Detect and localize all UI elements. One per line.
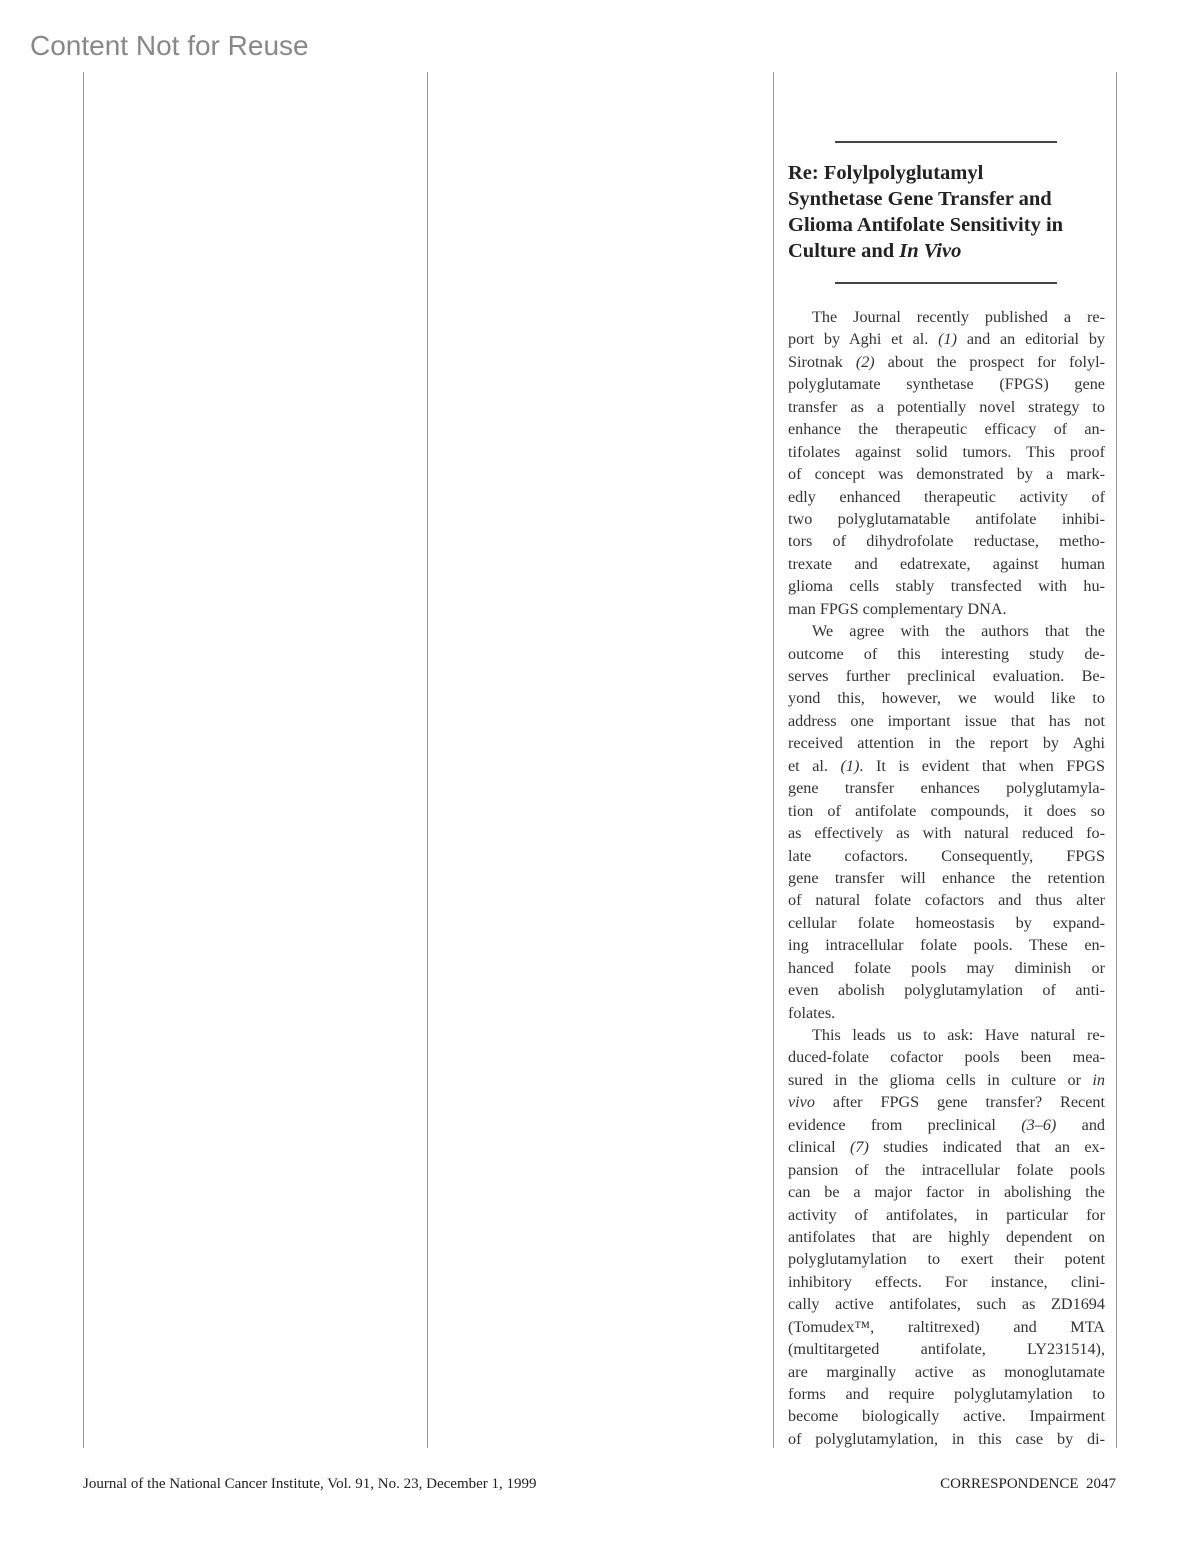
- body-line: [788, 1428, 1105, 1450]
- body-line: [788, 643, 1105, 665]
- text: after FPGS gene transfer? Recent: [814, 1093, 1105, 1112]
- title-rule-top: [835, 141, 1057, 143]
- text: (multitargeted antifolate, LY231514),: [788, 1340, 1105, 1359]
- body-line: [788, 732, 1105, 754]
- body-line: [788, 1271, 1105, 1293]
- text: of concept was demonstrated by a mark-: [788, 465, 1105, 484]
- italic-text: vivo: [788, 1093, 815, 1112]
- title-line: [788, 186, 1108, 212]
- text: This leads us to ask: Have natural re-: [812, 1026, 1105, 1044]
- column-divider: [1116, 72, 1117, 1448]
- italic-text: In Vivo: [899, 240, 962, 262]
- text: clinical: [788, 1138, 850, 1157]
- italic-text: (1): [840, 756, 860, 775]
- text: studies indicated that an ex-: [868, 1138, 1105, 1157]
- title-line: [788, 238, 1108, 264]
- text: Re: Folylpolyglutamyl: [788, 162, 984, 184]
- text: edly enhanced therapeutic activity of: [788, 487, 1105, 506]
- body-line: [788, 1226, 1105, 1248]
- text: glioma cells stably transfected with hu-: [788, 577, 1105, 596]
- text: can be a major factor in abolishing the: [788, 1183, 1105, 1202]
- text: two polyglutamatable antifolate inhibi-: [788, 509, 1105, 528]
- text: activity of antifolates, in particular for: [788, 1205, 1105, 1224]
- text: yond this, however, we would like to: [788, 689, 1105, 708]
- column-divider: [83, 72, 84, 1448]
- body-line: [788, 1114, 1105, 1136]
- body-line: [788, 822, 1105, 844]
- body-line: [788, 755, 1105, 777]
- body-line: [788, 845, 1105, 867]
- body-line: [788, 867, 1105, 889]
- text: ing intracellular folate pools. These en-: [788, 936, 1105, 955]
- body-line: [788, 463, 1105, 485]
- italic-text: in: [1092, 1070, 1105, 1089]
- text: gene transfer will enhance the retention: [788, 868, 1105, 887]
- body-line: [788, 396, 1105, 418]
- text: address one important issue that has not: [788, 711, 1105, 730]
- body-line: [788, 1046, 1105, 1068]
- text: even abolish polyglutamylation of anti-: [788, 981, 1105, 1000]
- body-line: [788, 1091, 1105, 1113]
- footer-journal: Journal of the National Cancer Institute, Vol. 91, No. 23, December 1, 1999: [83, 1476, 537, 1492]
- body-line: [788, 530, 1105, 552]
- body-line: [788, 912, 1105, 934]
- footer-section-page: [940, 1476, 1116, 1493]
- body-line: [788, 687, 1105, 709]
- text: polyglutamylation to exert their potent: [788, 1250, 1105, 1269]
- text: The Journal recently published a re-: [812, 308, 1105, 326]
- text: and an editorial by: [957, 330, 1106, 349]
- body-line: [788, 979, 1105, 1001]
- body-line: [788, 934, 1105, 956]
- italic-text: (2): [855, 352, 875, 371]
- body-line: [788, 620, 1105, 642]
- text: received attention in the report by Aghi: [788, 734, 1105, 753]
- text: We agree with the authors that the: [812, 622, 1105, 641]
- text: serves further preclinical evaluation. Be-: [788, 667, 1105, 685]
- text: tion of antifolate compounds, it does so: [788, 801, 1105, 820]
- body-line: [788, 1136, 1105, 1158]
- text: tifolates against solid tumors. This proof: [788, 442, 1105, 461]
- text: duced-folate cofactor pools been mea-: [788, 1048, 1105, 1067]
- column-divider: [427, 72, 428, 1448]
- body-line: [788, 486, 1105, 508]
- text: trexate and edatrexate, against human: [788, 554, 1105, 573]
- text: polyglutamate synthetase (FPGS) gene: [788, 375, 1105, 394]
- body-line: [788, 957, 1105, 979]
- body-line: [788, 1024, 1105, 1046]
- body-line: [788, 777, 1105, 799]
- body-line: [788, 1248, 1105, 1270]
- italic-text: (1): [938, 330, 958, 349]
- title-line: [788, 160, 1108, 186]
- text: man FPGS complementary DNA.: [788, 599, 1007, 618]
- watermark: Content Not for Reuse: [30, 30, 309, 61]
- text: late cofactors. Consequently, FPGS: [788, 846, 1105, 865]
- text: become biologically active. Impairment: [788, 1407, 1105, 1426]
- text: tors of dihydrofolate reductase, metho-: [788, 532, 1105, 551]
- text: Culture and: [788, 240, 900, 262]
- text: about the prospect for folyl-: [874, 352, 1105, 371]
- text: are marginally active as monoglutamate: [788, 1362, 1105, 1381]
- title-rule-bottom: [835, 282, 1057, 284]
- text: gene transfer enhances polyglutamyla-: [788, 779, 1105, 798]
- body-line: [788, 351, 1105, 373]
- text: Glioma Antifolate Sensitivity in: [788, 214, 1064, 236]
- body-line: [788, 441, 1105, 463]
- italic-text: (7): [849, 1138, 869, 1157]
- text: . It is evident that when FPGS: [859, 756, 1105, 775]
- body-line: [788, 1204, 1105, 1226]
- body-line: [788, 1383, 1105, 1405]
- italic-text: (3–6): [1021, 1115, 1057, 1134]
- body-line: [788, 665, 1105, 687]
- body-line: [788, 575, 1105, 597]
- body-line: [788, 1338, 1105, 1360]
- text: port by Aghi et al.: [788, 330, 939, 349]
- column-divider: [773, 72, 774, 1448]
- text: pansion of the intracellular folate pools: [788, 1160, 1105, 1179]
- footer-page-number: 2047: [1086, 1476, 1116, 1492]
- body-line: [788, 710, 1105, 732]
- body-line: [788, 800, 1105, 822]
- text: of polyglutamylation, in this case by di-: [788, 1429, 1105, 1448]
- body-line: [788, 373, 1105, 395]
- article-title: [788, 160, 1108, 264]
- body-line: [788, 1159, 1105, 1181]
- text: forms and require polyglutamylation to: [788, 1385, 1105, 1403]
- footer-section: CORRESPONDENCE: [940, 1476, 1079, 1492]
- text: enhance the therapeutic efficacy of an-: [788, 420, 1105, 439]
- text: folates.: [788, 1003, 836, 1022]
- text: hanced folate pools may diminish or: [788, 958, 1105, 977]
- body-line: [788, 1405, 1105, 1427]
- body-line: [788, 1293, 1105, 1315]
- body-line: [788, 306, 1105, 328]
- text: Sirotnak: [788, 352, 856, 371]
- body-line: [788, 598, 1105, 620]
- body-line: [788, 1069, 1105, 1091]
- text: and: [1056, 1115, 1106, 1134]
- text: et al.: [788, 756, 841, 775]
- body-line: [788, 508, 1105, 530]
- text: antifolates that are highly dependent on: [788, 1227, 1105, 1246]
- text: as effectively as with natural reduced fo-: [788, 824, 1105, 843]
- body-line: [788, 1361, 1105, 1383]
- text: of natural folate cofactors and thus alter: [788, 891, 1105, 910]
- text: cellular folate homeostasis by expand-: [788, 913, 1105, 932]
- body-line: [788, 889, 1105, 911]
- body-line: [788, 418, 1105, 440]
- text: inhibitory effects. For instance, clini-: [788, 1272, 1105, 1291]
- body-line: [788, 553, 1105, 575]
- body-line: [788, 328, 1105, 350]
- title-line: [788, 212, 1108, 238]
- text: evidence from preclinical: [788, 1115, 1022, 1134]
- text: cally active antifolates, such as ZD1694: [788, 1295, 1105, 1314]
- text: sured in the glioma cells in culture or: [788, 1070, 1093, 1089]
- body-line: [788, 1002, 1105, 1024]
- body-line: [788, 1316, 1105, 1338]
- body-line: [788, 1181, 1105, 1203]
- article-body: [788, 306, 1105, 1450]
- text: Synthetase Gene Transfer and: [788, 188, 1052, 210]
- text: transfer as a potentially novel strategy to: [788, 397, 1105, 416]
- text: outcome of this interesting study de-: [788, 644, 1105, 663]
- text: (Tomudex™, raltitrexed) and MTA: [788, 1317, 1105, 1336]
